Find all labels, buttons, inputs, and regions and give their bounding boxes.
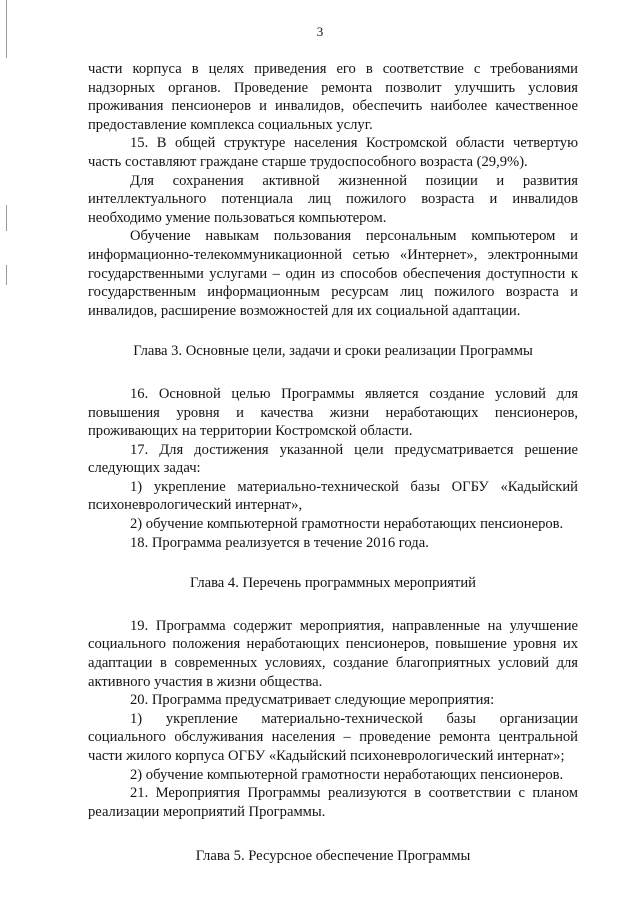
scan-edge-mark (6, 265, 7, 285)
task-item-1: 1) укрепление материально-технической базы ОГБУ «Кадыйский психоневрологический интернат», (88, 478, 578, 514)
scan-edge-mark (6, 205, 7, 231)
chapter-5-heading: Глава 5. Ресурсное обеспечение Программы (195, 848, 471, 865)
paragraph-16: 16. Основной целью Программы является создание условий для повышения уровня и качества жизни неработающих пенсионеров, проживающих на территории Костромской области. (88, 385, 578, 440)
paragraph-17: 17. Для достижения указанной цели предусматривается решение следующих задач: (88, 441, 578, 477)
paragraph-computer-skills: Для сохранения активной жизненной позиции и развития интеллектуального потенциала лиц пожилого возраста и инвалидов необходимо умение пользоваться компьютером. (88, 172, 578, 226)
paragraph-training: Обучение навыкам пользования персональным компьютером и информационно-телекоммуникационной сетью «Интернет», электронными государственными услугами – один из способов обеспечения доступности к государственным информационным ресурсам лиц пожилого возраста и инвалидов, расширение возможностей для их социальной адаптации. (88, 228, 578, 319)
page-number: 3 (316, 24, 324, 39)
paragraph-21: 21. Мероприятия Программы реализуются в соответствии с планом реализации мероприятий Программы. (88, 785, 578, 820)
paragraph-continuation: части корпуса в целях приведения его в соответствие с требованиями надзорных органов. Проведение ремонта позволит улучшить условия проживания пенсионеров и инвалидов, обеспечить наиболее качественное предоставление комплекса социальных услуг. (88, 61, 578, 133)
paragraph-19: 19. Программа содержит мероприятия, направленные на улучшение социального положения неработающих пенсионеров, повышение уровня их адаптации в современных условиях, создание благоприятных условий для активного участия в жизни общества. (88, 617, 578, 690)
measure-item-1: 1) укрепление материально-технической базы организации социального обслуживания населения – проведение ремонта центральной части жилого корпуса ОГБУ «Кадыйский психоневрологический интернат»; (88, 710, 578, 764)
paragraph-18: 18. Программа реализуется в течение 2016 года. (130, 534, 429, 551)
document-body (88, 60, 578, 866)
chapter-3-heading: Глава 3. Основные цели, задачи и сроки реализации Программы (133, 343, 533, 360)
paragraph-15: 15. В общей структуре населения Костромской области четвертую часть составляют граждане старше трудоспособного возраста (29,9%). (88, 135, 578, 170)
task-item-2: 2) обучение компьютерной грамотности неработающих пенсионеров. (130, 516, 564, 533)
chapter-4-heading: Глава 4. Перечень программных мероприятий (189, 575, 476, 592)
measure-item-2: 2) обучение компьютерной грамотности неработающих пенсионеров. (130, 766, 564, 783)
paragraph-20: 20. Программа предусматривает следующие мероприятия: (130, 692, 495, 709)
